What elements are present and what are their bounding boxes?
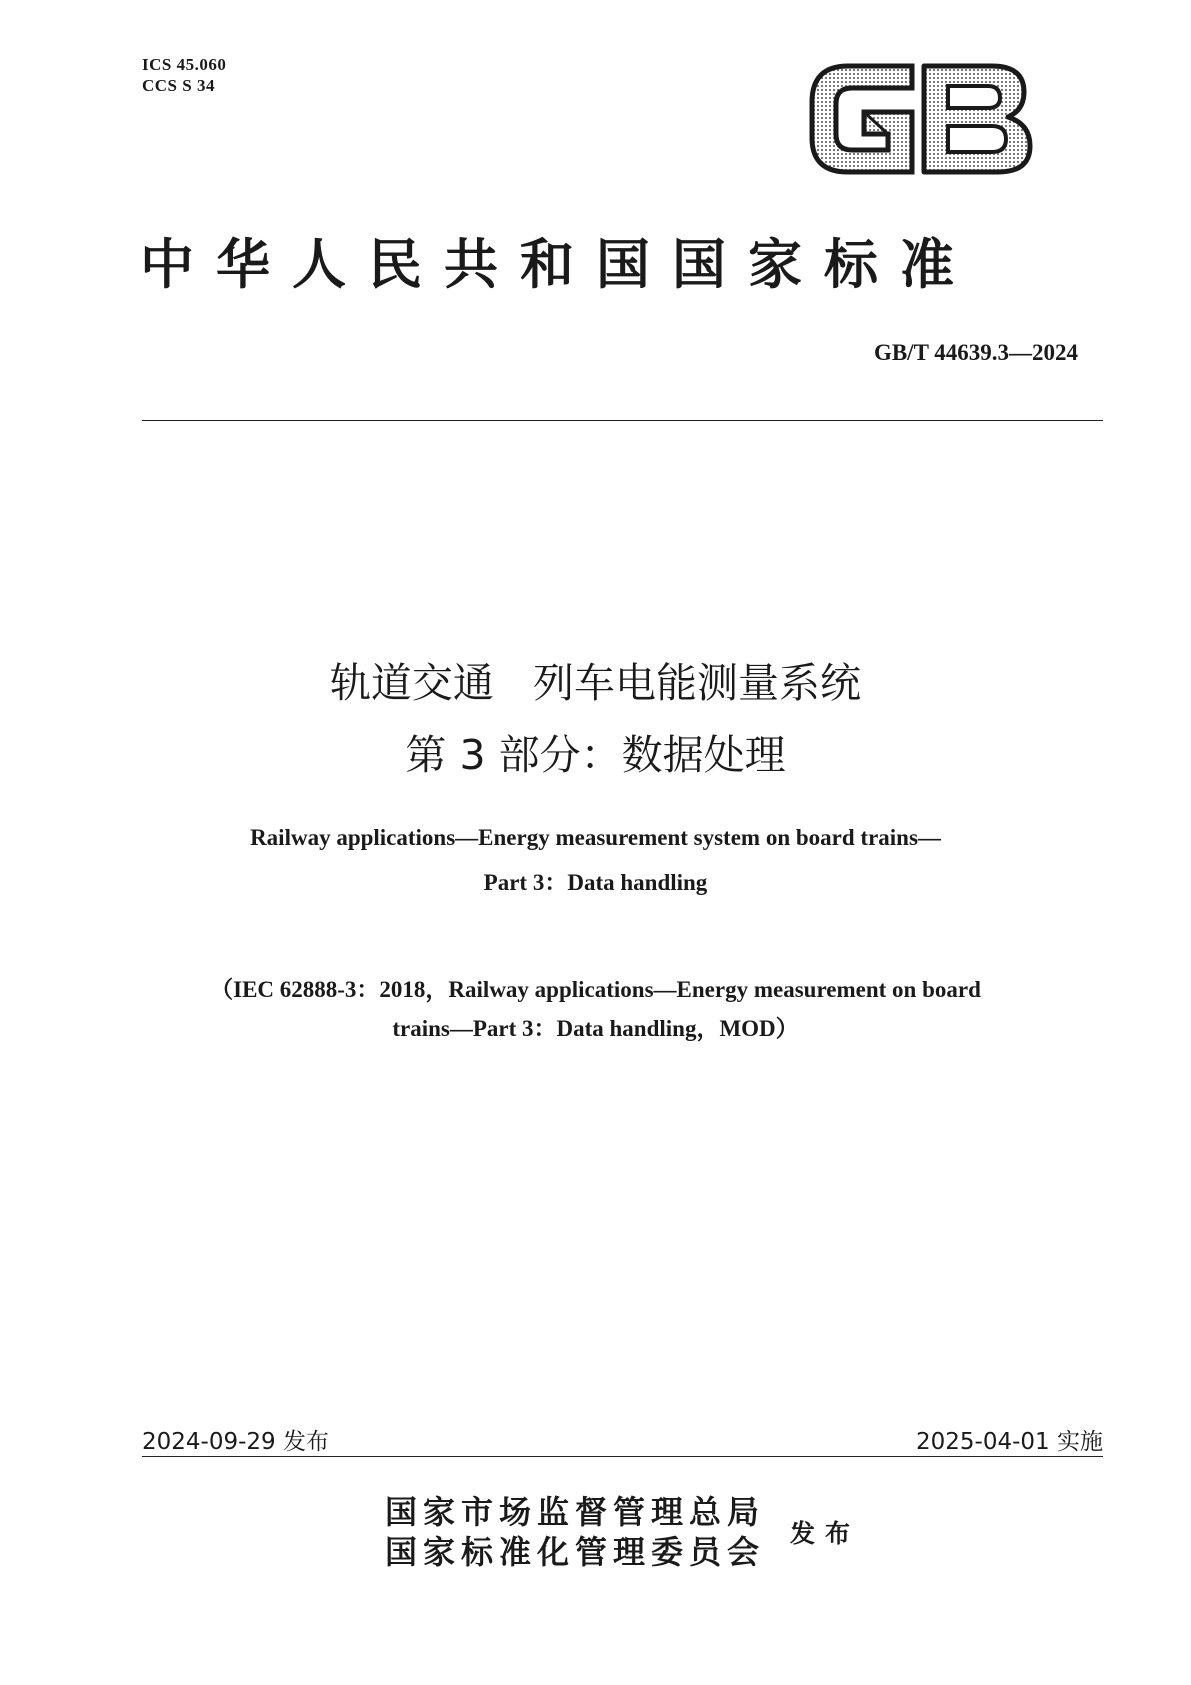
implement-date: 2025-04-01 实施 [916, 1429, 1103, 1455]
footer-divider [142, 1456, 1103, 1457]
title-en-line1: Railway applications—Energy measurement system on board trains— [250, 825, 941, 850]
header-divider [142, 420, 1103, 421]
standard-number: GB/T 44639.3—2024 [873, 340, 1078, 365]
standard-category: 中华人民共和国国家标准 [140, 232, 976, 296]
title-cn-line2: 第 3 部分：数据处理 [405, 731, 786, 779]
issuer-samr: 国家市场监督管理总局 [385, 1493, 766, 1531]
gb-logo [808, 60, 1034, 178]
publish-date: 2024-09-29 发布 [142, 1429, 329, 1455]
classification-codes [142, 54, 226, 96]
gb-logo-g [812, 66, 912, 172]
issued-label: 发布 [790, 1519, 861, 1548]
title-en-line2: Part 3：Data handling [483, 870, 708, 895]
issuing-authorities [385, 1492, 765, 1572]
title-cn-line1: 轨道交通 列车电能测量系统 [329, 659, 862, 707]
gb-logo-b [924, 66, 1030, 172]
adoption-line1: （IEC 62888-3：2018，Railway applications—Energy measurement on board [210, 977, 981, 1002]
adoption-line2: trains—Part 3：Data handling，MOD） [392, 1016, 799, 1041]
ccs-code: CCS S 34 [142, 76, 215, 95]
ics-code: ICS 45.060 [142, 55, 227, 74]
issuer-sac: 国家标准化管理委员会 [385, 1533, 766, 1571]
